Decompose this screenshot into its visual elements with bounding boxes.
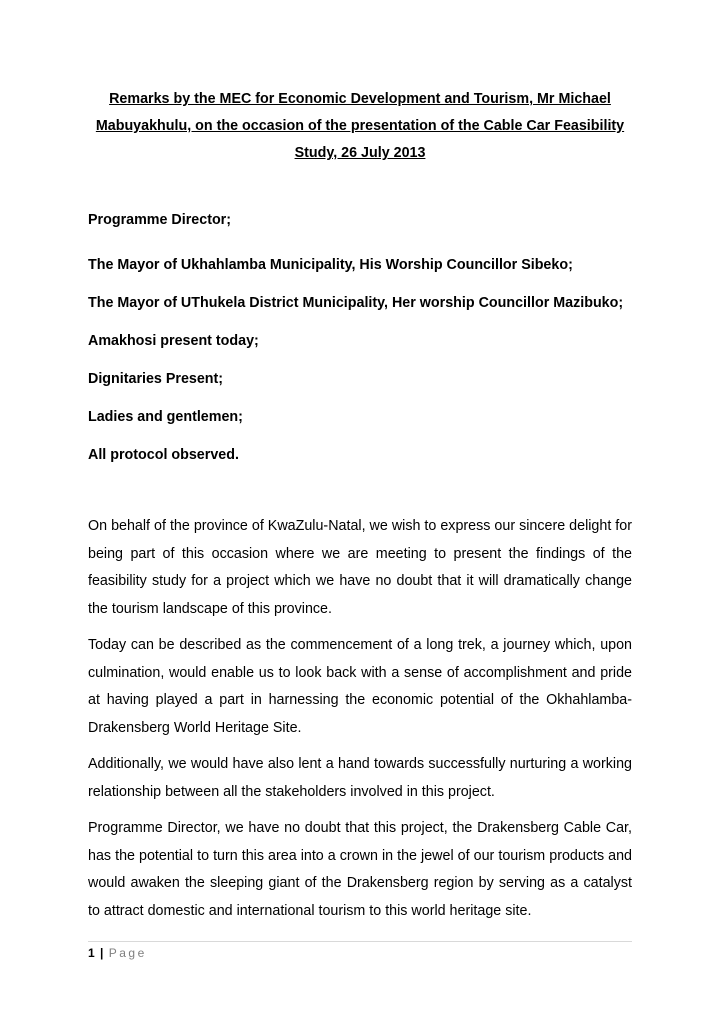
body-paragraph: Programme Director, we have no doubt that this project, the Drakensberg Cable Car, has the potential to turn this area into a crown in the jewel of our tourism products and would awaken the sleeping giant of the Drakensberg region by serving as a catalyst to attract domestic and international tourism to this world heritage site. [88,820,632,919]
salutation-mayor-ukhahlamba: The Mayor of Ukhahlamba Municipality, His Worship Councillor Sibeko; [88,257,573,273]
page-footer [88,941,632,961]
page-number: 1 [88,946,95,960]
speech-title [88,86,632,167]
salutation-amakhosi: Amakhosi present today; [88,333,259,349]
body-paragraph: On behalf of the province of KwaZulu-Natal, we wish to express our sincere delight for being part of this occasion where we are meeting to present the findings of the feasibility study for a project which we have no doubt that it will dramatically change the tourism landscape of this province. [88,518,632,617]
body-paragraph: Additionally, we would have also lent a hand towards successfully nurturing a working relationship between all the stakeholders involved in this project. [88,756,632,800]
salutation-programme-director: Programme Director; [88,212,232,228]
footer-separator: | [100,946,104,960]
salutation-list [88,207,632,469]
speech-body [88,513,632,925]
document-page [88,86,632,934]
title-line-3: Study, 26 July 2013 [294,145,426,161]
salutation-ladies-gentlemen: Ladies and gentlemen; [88,409,243,425]
salutation-protocol: All protocol observed. [88,447,239,463]
salutation-mayor-uthukela: The Mayor of UThukela District Municipality, Her worship Councillor Mazibuko; [88,295,624,311]
salutation-dignitaries: Dignitaries Present; [88,371,224,387]
body-paragraph: Today can be described as the commencement of a long trek, a journey which, upon culmination, would enable us to look back with a sense of accomplishment and pride at having played a part in harnessing the economic potential of the Okhahlamba-Drakensberg World Heritage Site. [88,637,632,736]
title-line-2: Mabuyakhulu, on the occasion of the presentation of the Cable Car Feasibility [95,118,625,134]
title-line-1: Remarks by the MEC for Economic Development and Tourism, Mr Michael [109,91,611,107]
page-label: Page [108,946,147,960]
